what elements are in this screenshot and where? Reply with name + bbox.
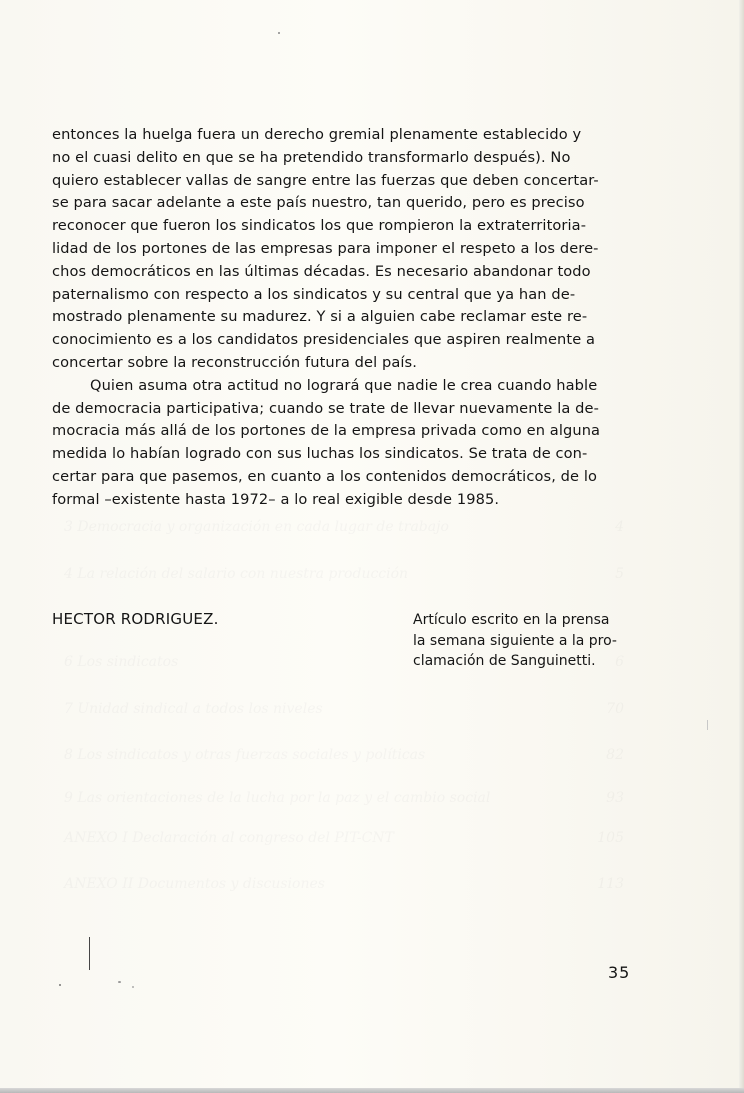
show-through-line: 9 Las orientaciones de la lucha por la paz y el cambio social 93 [64, 790, 624, 806]
show-through-line: 8 Los sindicatos y otras fuerzas sociales y políticas 82 [64, 747, 624, 763]
page-number: 35 [608, 963, 631, 982]
ink-mark [89, 937, 90, 970]
page-right-edge [739, 0, 744, 1093]
ink-speck [278, 32, 280, 34]
main-text [52, 124, 638, 512]
author-signature: HECTOR RODRIGUEZ. [52, 610, 219, 628]
ink-speck [707, 720, 708, 730]
show-through-line: 7 Unidad sindical a todos los niveles 70 [64, 701, 624, 717]
publication-note: Artículo escrito en la prensa la semana siguiente a la pro- clamación de Sanguinetti. [413, 612, 617, 670]
paragraph: Quien asuma otra actitud no logrará que nadie le crea cuando hable de democracia participativa; cuando se trate de llevar nuevamente la de- mocracia más allá de los portones de la empresa privada como en alguna medida lo habían logrado con sus luchas los sindicatos. Se trata de con- certar para que pasemos, en cuanto a los contenidos democráticos, de lo formal –existente hasta 1972– a lo real exigible desde 1985. [52, 376, 601, 508]
ink-speck [59, 984, 61, 986]
page-bottom-edge [0, 1088, 744, 1093]
show-through-line: 6 Los sindicatos 6 [64, 654, 624, 670]
paragraph: entonces la huelga fuera un derecho gremial plenamente establecido y no el cuasi delito en que se ha pretendido transformarlo después). No quiero establecer vallas de sangre entre las fuerzas que deben concertar- se para sacar adelante a este país nuestro, tan querido, pero es preciso reconocer que fueron los sindicatos los que rompieron la extraterritoria- lidad de los portones de las empresas para imponer el respeto a los dere- chos democráticos en las últimas décadas. Es necesario abandonar todo paternalismo con respecto a los sindicatos y su central que ya han de- mostrado plenamente su madurez. Y si a alguien cabe reclamar este re- conocimiento es a los candidatos presidenciales que aspiren realmente a concertar sobre la reconstrucción futura del país. [52, 126, 599, 371]
show-through-line: ANEXO II Documentos y discusiones 113 [64, 876, 624, 892]
show-through-line: ANEXO I Declaración al congreso del PIT-CNT 105 [64, 830, 624, 846]
ink-speck [132, 986, 134, 988]
ink-speck [118, 981, 121, 983]
show-through-line: 4 La relación del salario con nuestra producción 5 [64, 566, 624, 582]
show-through-line: 3 Democracia y organización en cada lugar de trabajo 4 [64, 519, 624, 535]
